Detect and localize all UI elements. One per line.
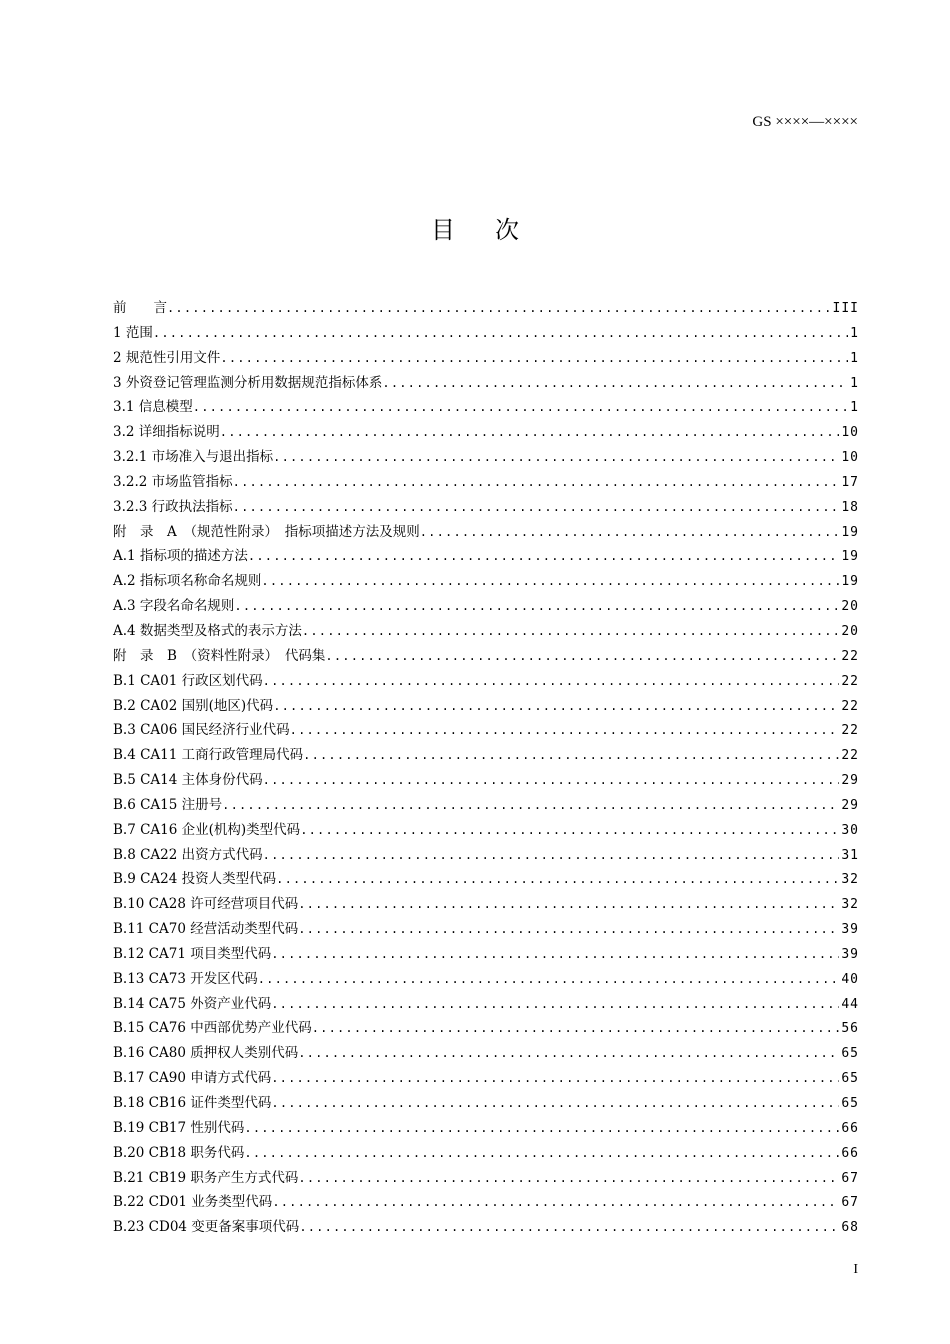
- toc-entry[interactable]: [113, 1190, 859, 1215]
- toc-entry[interactable]: [113, 619, 859, 644]
- toc-entry-label: B.1 CA01 行政区划代码: [113, 672, 263, 689]
- toc-leader-dots: [261, 574, 839, 588]
- toc-entry-label: 附 录 B （资料性附录） 代码集: [113, 647, 326, 664]
- toc-entry-page: 19: [841, 574, 859, 590]
- toc-leader-dots: [220, 351, 848, 365]
- toc-entry[interactable]: [113, 793, 859, 818]
- toc-entry-label: B.12 CA71 项目类型代码: [113, 945, 272, 962]
- toc-entry-page: 1: [850, 375, 859, 391]
- toc-entry-label: 3.2.2 市场监管指标: [113, 473, 233, 490]
- toc-entry[interactable]: [113, 445, 859, 470]
- toc-entry[interactable]: [113, 768, 859, 793]
- toc-entry[interactable]: [113, 1166, 859, 1191]
- toc-entry-page: 65: [841, 1096, 859, 1111]
- toc-entry-page: 30: [841, 822, 859, 838]
- table-of-contents: [113, 296, 859, 1240]
- toc-entry[interactable]: [113, 1091, 859, 1116]
- toc-entry-page: 1: [850, 350, 859, 366]
- toc-entry-page: 65: [841, 1071, 859, 1087]
- toc-entry-label: B.10 CA28 许可经营项目代码: [113, 896, 299, 913]
- toc-entry-page: 29: [841, 797, 859, 813]
- toc-entry-page: 65: [841, 1046, 859, 1062]
- toc-entry-label: B.7 CA16 企业(机构)类型代码: [113, 821, 301, 838]
- toc-leader-dots: [222, 798, 839, 812]
- toc-entry[interactable]: [113, 1215, 859, 1240]
- toc-entry[interactable]: [113, 470, 859, 495]
- toc-entry-page: 32: [841, 897, 859, 913]
- toc-entry-page: 20: [841, 599, 859, 615]
- toc-entry[interactable]: [113, 967, 859, 992]
- toc-leader-dots: [300, 823, 839, 837]
- toc-leader-dots: [234, 599, 839, 613]
- toc-leader-dots: [298, 1046, 839, 1060]
- toc-entry-label: B.17 CA90 申请方式代码: [113, 1070, 272, 1087]
- toc-entry-page: 22: [841, 673, 859, 689]
- toc-entry-label: B.13 CA73 开发区代码: [113, 970, 258, 987]
- toc-entry-label: B.15 CA76 中西部优势产业代码: [113, 1020, 312, 1037]
- toc-entry[interactable]: [113, 917, 859, 942]
- toc-leader-dots: [273, 699, 839, 713]
- toc-entry[interactable]: [113, 544, 859, 569]
- toc-entry-page: 19: [841, 524, 859, 540]
- toc-entry-label: B.9 CA24 投资人类型代码: [113, 871, 277, 888]
- toc-entry-label: B.11 CA70 经营活动类型代码: [113, 921, 299, 938]
- toc-entry-label: A.1 指标项的描述方法: [113, 548, 248, 565]
- toc-entry-page: 39: [841, 946, 859, 962]
- toc-entry-label: 2 规范性引用文件: [113, 349, 221, 366]
- toc-entry[interactable]: [113, 694, 859, 719]
- toc-entry-page: 31: [841, 847, 859, 863]
- toc-leader-dots: [193, 400, 848, 414]
- toc-leader-dots: [153, 326, 848, 340]
- toc-entry[interactable]: [113, 644, 859, 669]
- toc-entry-page: 1: [850, 325, 859, 341]
- toc-entry-page: 22: [841, 648, 859, 664]
- toc-entry-label: A.2 指标项名称命名规则: [113, 573, 262, 590]
- toc-entry[interactable]: [113, 843, 859, 868]
- toc-leader-dots: [382, 376, 848, 390]
- toc-leader-dots: [263, 674, 840, 688]
- toc-entry-page: 44: [841, 996, 859, 1012]
- toc-entry-label: B.18 CB16 证件类型代码: [113, 1095, 272, 1111]
- toc-leader-dots: [298, 922, 839, 936]
- toc-entry-page: 67: [841, 1170, 859, 1186]
- toc-leader-dots: [290, 723, 840, 737]
- toc-entry-page: 40: [841, 971, 859, 987]
- toc-leader-dots: [271, 947, 839, 961]
- toc-leader-dots: [298, 1171, 839, 1185]
- toc-entry-label: B.23 CD04 变更备案事项代码: [113, 1219, 300, 1236]
- toc-leader-dots: [244, 1121, 839, 1135]
- toc-entry-label: B.4 CA11 工商行政管理局代码: [113, 747, 304, 764]
- document-code: GS ××××—××××: [752, 114, 858, 130]
- toc-leader-dots: [271, 997, 839, 1011]
- toc-entry-label: B.6 CA15 注册号: [113, 796, 223, 813]
- toc-entry-label: B.8 CA22 出资方式代码: [113, 846, 263, 863]
- toc-leader-dots: [220, 425, 840, 439]
- page-number: I: [853, 1262, 858, 1277]
- toc-leader-dots: [325, 649, 839, 663]
- toc-entry-label: B.16 CA80 质押权人类别代码: [113, 1045, 299, 1062]
- toc-leader-dots: [299, 1220, 839, 1234]
- toc-entry-label: 3 外资登记管理监测分析用数据规范指标体系: [113, 374, 383, 391]
- toc-entry-page: 56: [841, 1021, 859, 1037]
- toc-leader-dots: [273, 450, 839, 464]
- toc-entry[interactable]: [113, 495, 859, 520]
- toc-entry-page: 10: [841, 450, 859, 466]
- toc-entry-label: B.5 CA14 主体身份代码: [113, 772, 263, 789]
- toc-leader-dots: [303, 748, 839, 762]
- toc-entry-label: 前 言: [113, 300, 167, 316]
- toc-entry[interactable]: [113, 420, 859, 445]
- toc-entry-page: 22: [841, 723, 859, 739]
- toc-entry-page: 10: [841, 425, 859, 441]
- toc-entry-label: B.19 CB17 性别代码: [113, 1119, 245, 1136]
- toc-leader-dots: [258, 972, 840, 986]
- toc-entry-page: 68: [841, 1220, 859, 1236]
- toc-entry[interactable]: [113, 867, 859, 892]
- toc-entry-label: 1 范围: [113, 324, 153, 341]
- toc-entry-label: B.14 CA75 外资产业代码: [113, 995, 272, 1012]
- toc-entry[interactable]: [113, 718, 859, 743]
- toc-leader-dots: [271, 1071, 839, 1085]
- toc-leader-dots: [302, 624, 839, 638]
- toc-entry[interactable]: [113, 395, 859, 420]
- toc-entry-page: 39: [841, 922, 859, 938]
- toc-entry-page: 67: [841, 1195, 859, 1211]
- toc-leader-dots: [233, 500, 840, 514]
- toc-leader-dots: [244, 1146, 839, 1160]
- toc-entry[interactable]: [113, 892, 859, 917]
- toc-entry-page: 17: [841, 474, 859, 490]
- toc-entry-page: 22: [841, 748, 859, 764]
- toc-entry-label: 3.1 信息模型: [113, 399, 193, 416]
- toc-entry-page: 32: [841, 872, 859, 888]
- toc-leader-dots: [272, 1195, 839, 1209]
- toc-entry[interactable]: [113, 1116, 859, 1141]
- toc-leader-dots: [276, 872, 839, 886]
- toc-entry-label: B.22 CD01 业务类型代码: [113, 1194, 273, 1211]
- toc-entry-label: B.20 CB18 职务代码: [113, 1144, 245, 1161]
- toc-leader-dots: [263, 848, 840, 862]
- toc-entry-label: 3.2.3 行政执法指标: [113, 498, 233, 515]
- toc-entry-label: 附 录 A （规范性附录） 指标项描述方法及规则: [113, 523, 420, 540]
- toc-entry-label: B.21 CB19 职务产生方式代码: [113, 1169, 299, 1186]
- toc-entry[interactable]: [113, 1141, 859, 1166]
- page-title: 目次: [431, 216, 559, 244]
- toc-entry-label: 3.2 详细指标说明: [113, 424, 220, 441]
- toc-entry[interactable]: [113, 594, 859, 619]
- toc-entry-page: 29: [841, 773, 859, 789]
- toc-entry-page: III: [832, 301, 859, 316]
- toc-entry[interactable]: [113, 520, 859, 545]
- toc-leader-dots: [420, 525, 840, 539]
- toc-leader-dots: [263, 773, 840, 787]
- toc-entry[interactable]: [113, 569, 859, 594]
- toc-entry[interactable]: [113, 669, 859, 694]
- toc-entry[interactable]: [113, 942, 859, 967]
- toc-entry-label: B.3 CA06 国民经济行业代码: [113, 722, 290, 739]
- toc-entry-page: 66: [841, 1120, 859, 1136]
- toc-leader-dots: [233, 475, 840, 489]
- toc-entry[interactable]: [113, 296, 859, 321]
- toc-leader-dots: [167, 301, 831, 315]
- toc-entry[interactable]: [113, 371, 859, 396]
- toc-entry-label: 3.2.1 市场准入与退出指标: [113, 449, 274, 466]
- toc-entry-page: 20: [841, 623, 859, 639]
- toc-entry[interactable]: [113, 1041, 859, 1066]
- toc-entry-label: B.2 CA02 国别(地区)代码: [113, 697, 274, 714]
- toc-entry-page: 66: [841, 1145, 859, 1161]
- toc-entry[interactable]: [113, 992, 859, 1017]
- toc-entry-label: A.4 数据类型及格式的表示方法: [113, 622, 302, 639]
- toc-leader-dots: [298, 897, 839, 911]
- toc-entry[interactable]: [113, 1016, 859, 1041]
- toc-entry-page: 1: [850, 400, 859, 416]
- toc-leader-dots: [248, 549, 839, 563]
- toc-entry[interactable]: [113, 321, 859, 346]
- toc-entry[interactable]: [113, 818, 859, 843]
- toc-entry-page: 22: [841, 698, 859, 714]
- toc-entry[interactable]: [113, 743, 859, 768]
- toc-entry-page: 18: [841, 499, 859, 515]
- toc-entry[interactable]: [113, 1066, 859, 1091]
- toc-leader-dots: [312, 1021, 840, 1035]
- toc-entry-label: A.3 字段名命名规则: [113, 598, 235, 615]
- toc-leader-dots: [271, 1096, 839, 1110]
- toc-entry[interactable]: [113, 346, 859, 371]
- toc-entry-page: 19: [841, 549, 859, 565]
